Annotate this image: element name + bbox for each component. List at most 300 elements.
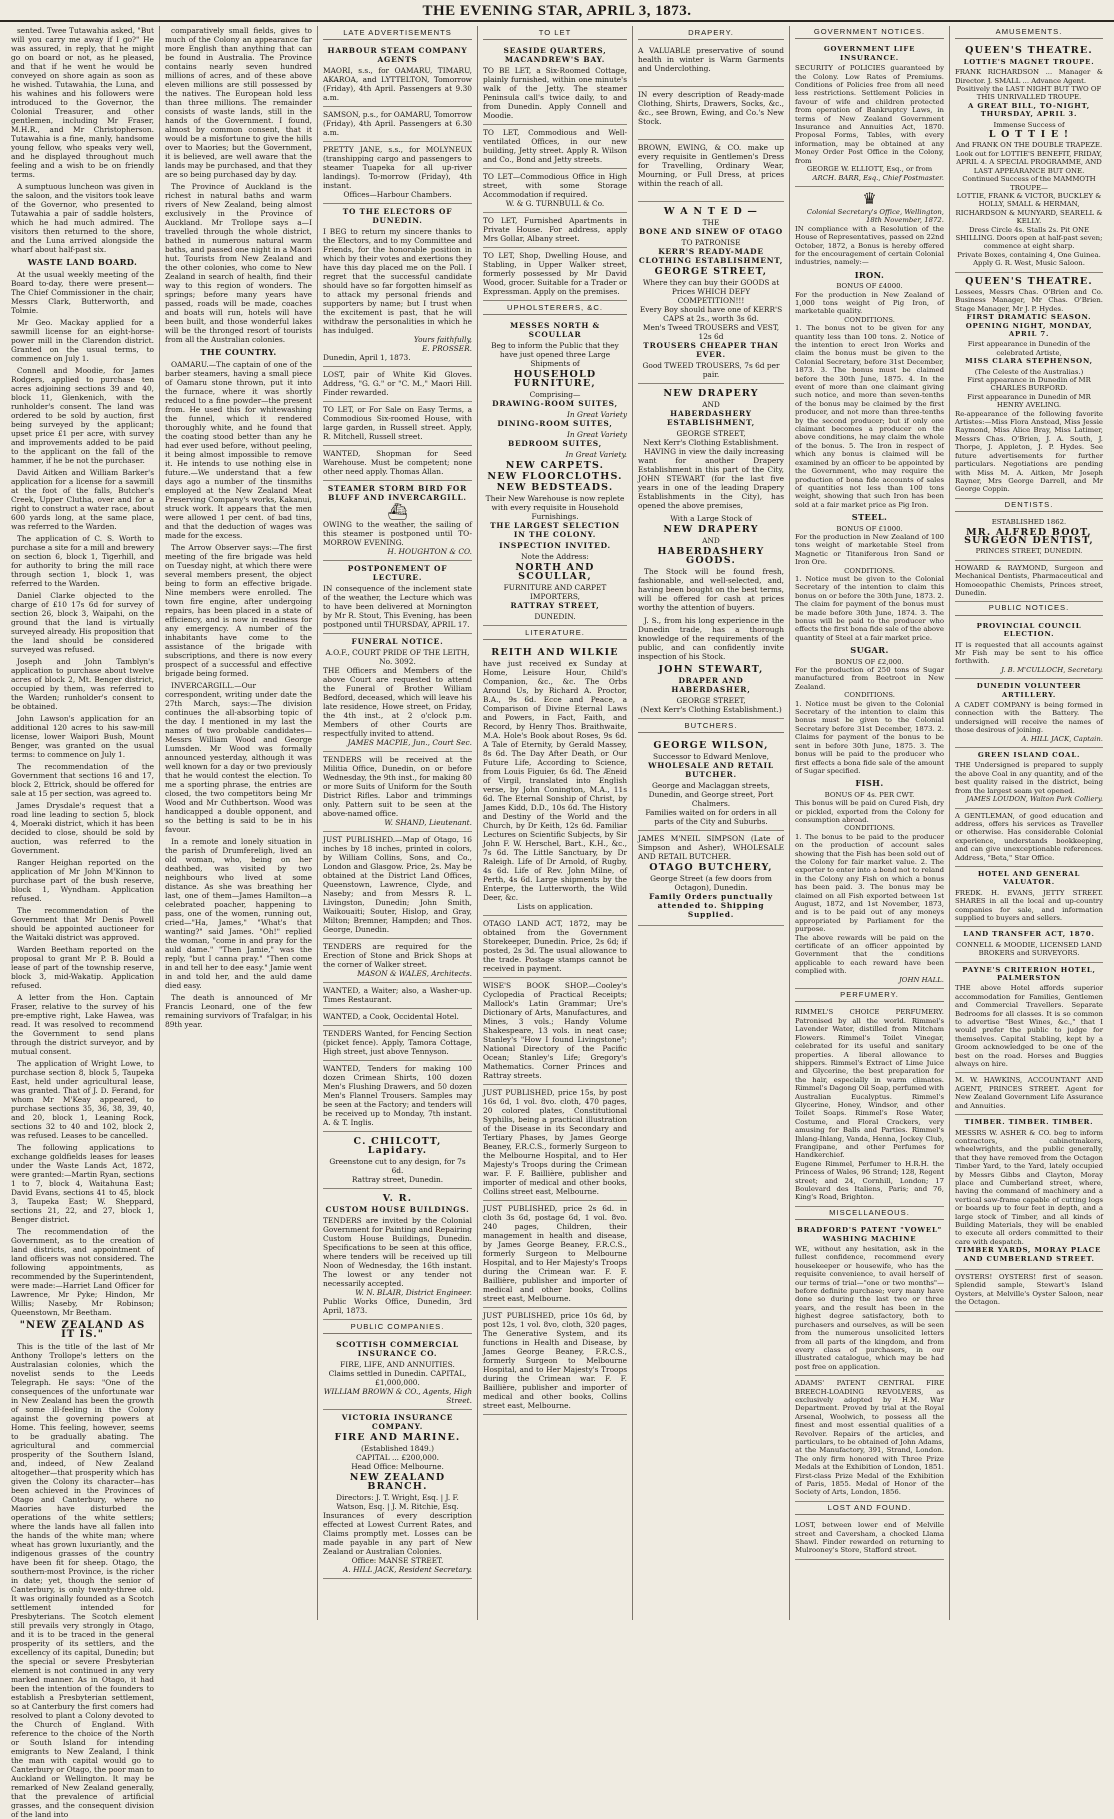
ad-signature: GEORGE W. ELLIOTT, Esq., or from (806, 165, 933, 174)
ad-title: DUNEDIN VOLUNTEER ARTILLERY. (976, 682, 1082, 699)
ad-title: TIMBER. TIMBER. TIMBER. (964, 1118, 1094, 1127)
ad-title: SEASIDE QUARTERS, MACANDREW'S BAY. (503, 46, 607, 64)
ad-line: Immense Success of (993, 120, 1065, 129)
advertisement: WANTED, a Waiter; also, a Washer-up. Times Restaurant. (323, 983, 472, 1009)
ad-line: DRAPER AND HABERDASHER, (671, 676, 751, 694)
ad-body: IT is requested that all accounts against Mr Fish may be sent to his office forthwith. (955, 640, 1103, 666)
ad-capital: CAPITAL ... £200,000. (355, 1453, 439, 1462)
ad-line: Next Kerr's Clothing Establishment. (643, 438, 779, 447)
ad-body: CONNELL & MOODIE, LICENSED LAND BROKERS and SURVEYORS. (956, 940, 1102, 958)
ad-line: TO PATRONISE (681, 238, 741, 247)
advertisement: WANTED, Tenders for making 100 dozen Crimean Shirts, 100 dozen Men's Flushing Drawers, and 50 dozen Men's Flannel Trousers. Samples may be seen at the Factory; and tenders will be received up to Monday, 7th instant. A. & T. Inglis. (323, 1061, 472, 1132)
ad-line: WHOLESALE AND RETAIL BUTCHER. (648, 761, 774, 779)
advertisement (795, 1223, 944, 1376)
ad-line: Private Boxes, containing 4, One Guinea. Apply G. R. West, Music Saloon. (957, 250, 1101, 268)
ad-title: GREEN ISLAND COAL. (977, 751, 1081, 760)
advertisement (955, 963, 1103, 1074)
ad-body: SAMSON, p.s., for OAMARU, Tomorrow (Friday), 4th April. Passengers at 6.30 a.m. (323, 110, 472, 137)
ad-line: Look out for LOTTIE'S BENEFIT, FRIDAY, APRIL 4. A SPECIAL PROGRAMME, AND LAST APPEARANCE BUT ONE. (955, 149, 1103, 175)
ad-line: With a Large Stock of (670, 514, 752, 523)
advertisement (323, 1337, 472, 1410)
advertisement (483, 169, 627, 213)
ad-dateline: Colonial Secretary's Office, Wellington, 18th November, 1872. (806, 207, 944, 225)
ad-signature: Offices—Harbour Chambers. (343, 190, 452, 199)
ad-title: VICTORIA INSURANCE COMPANY. (341, 1413, 454, 1431)
article-paragraph: INVERCARGILL.—Our correspondent, writing under date the 27th March, says:—The division continues the all-absorbing topic of the day. I mentioned in my last the names of two probable candidates—Messrs William Wood and George Lumsden. Mr Wood was formally announced yesterday, although it was well known for a day or two previously that he would contest the election. To me a sporting phrase, the entries are closed, the two competitors being Mr Wood and Mr Cuthbertson. Wood was handicapped a double opponent, and so the betting is said to be in his favour. (165, 681, 312, 834)
advertisement (323, 752, 472, 832)
column-1 (6, 26, 160, 1819)
ad-subtitle: A.O.F., COURT PRIDE OF THE LEITH, No. 3092. (325, 648, 470, 666)
ad-body: OWING to the weather, the sailing of this steamer is postponed until TO-MORROW EVENING. (323, 520, 472, 547)
ad-body: TO LET—Commodious Office in High street, with some Storage Accommodation if required. (483, 172, 627, 199)
advertisement: JUST PUBLISHED, price 15s, by post 16s 6d, 1 vol. 8vo. cloth, 470 pages, 20 colored plates, Constitutional Syphilis, being a practical illustration of the Disease in its Secondary and Tertiary Phases, by James George Beaney, F.R.C.S., formerly Surgeon to the Melbourne Hospital, and to Her Majesty's Troops during the Crimean war. F. F. Baillière, publisher and importer of medical and other books, Collins street east, Melbourne. (483, 1085, 627, 1201)
advertisement: WISE'S BOOK SHOP.—Cooley's Cyclopedia of Practical Receipts; Mallock's Latin Grammar; Ure's Dictionary of Arts, Manufactures, and Mines, 3 vols.; Handy Volume Shakespeare, 13 vols. in neat case; Stanley's "How I found Livingstone"; National Directory of the Pacific Ocean; Stanley's Life; Gregory's Mathematics. Corner Princes and Rattray streets. (483, 978, 627, 1085)
advertisement: JUST PUBLISHED.—Map of Otago, 16 inches by 18 inches, printed in colors, by William Collins, Sons, and Co., London and Glasgow. Price, 2s. May be obtained at the District Land Offices, Queenstown, Lawrence, Clyde, and Naseby; and from Messrs R. L. Livingston, Dunedin; John Smith, Waikouaiti; Souter, Hislop, and Gray, Milton; Bremner, Hampden; and Thos. George, Dunedin. (323, 832, 472, 939)
ad-body: This bonus will be paid on Cured Fish, dry or pickled, exported from the Colony for consumption abroad. (795, 799, 944, 824)
column-4 (478, 26, 633, 1620)
advertisement: LOST, pair of White Kid Gloves. Address, "G. G." or "C. M.," Maori Hill. Finder rewarded. (323, 367, 472, 402)
ad-signature: ARCH. BARR, Esq., Chief Postmaster. (812, 173, 944, 182)
ad-line: Family Orders punctually attended to. Shipping Supplied. (649, 892, 773, 919)
ad-title: PROVINCIAL COUNCIL ELECTION. (976, 621, 1082, 639)
section-header: DRAPERY. (638, 26, 784, 40)
ad-line: In Great Variety (566, 430, 627, 439)
ad-line: ESTABLISHED 1862. (991, 518, 1067, 527)
section-header: GOVERNMENT NOTICES. (795, 26, 944, 39)
ad-body: IN every description of Ready-made Clothing, Shirts, Drawers, Socks, &c., &c., see Brown, Ewing, and Co.'s New Stock. (638, 90, 784, 126)
ad-signature: A. HILL JACK, Resident Secretary. (343, 1565, 472, 1574)
ad-display-line: C. CHILCOTT, Lapidary. (353, 1136, 442, 1156)
section-header: UPHOLSTERERS, &C. (483, 301, 627, 315)
advertisement: TO LET, Shop, Dwelling House, and Stabling, in Upper Walker street, formerly possessed by Mr David Wood, grocer. Suitable for a Trader or Expressman. Apply on the premises. (483, 248, 627, 301)
article-heading: "NEW ZEALAND AS IT IS." (19, 1320, 146, 1340)
ad-line: First appearance in Dunedin of MR CHARLES BURFORD. (967, 376, 1091, 393)
ad-line: GEORGE STREET, (676, 696, 746, 705)
ad-display-line: GEORGE STREET, (654, 266, 768, 277)
advertisement (323, 1410, 472, 1579)
ad-signature: J. B. M'CULLOCH, Secretary. (1001, 665, 1103, 674)
masthead (0, 0, 1114, 22)
ad-display-line: QUEEN'S THEATRE. (965, 45, 1093, 57)
ad-display-line: NEW BEDSTEADS. (496, 482, 614, 493)
ad-body: 1. Notice must be given to the Colonial Secretary of the intention to claim this bonus must be given to the Colonial Secretary before 31st December, 1873. 2. Claims for payment of the bonus to be sent in before 30th June, 1875. 3. The bonus will be paid to the producer who first effects a bona fide sale of the amount of Sugar specified. (795, 699, 944, 775)
ad-body: Insurances of every description effected at Lowest Current Rates, and Claims promptly met. Losses can be made payable in any part of New Zealand or Australian Colonies. (323, 1511, 472, 1556)
column-3 (318, 26, 478, 1620)
ad-body: THE Undersigned is prepared to supply the above Coal in any quantity, and of the best quality raised in the district, being from the largest seam yet opened. (955, 761, 1103, 795)
ad-body: MAORI, s.s., for OAMARU, TIMARU, AKAROA, and LYTTELTON, Tomorrow (Friday), 4th April. Passengers at 9.30 a.m. (323, 66, 472, 102)
article-heading: THE COUNTRY. (200, 347, 277, 357)
ad-line: BONUS OF 4s. PER CWT. (824, 790, 915, 799)
ad-line: FIRST DRAMATIC SEASON. OPENING NIGHT, MONDAY, APRIL 7. (965, 313, 1093, 338)
advertisement (323, 1189, 472, 1320)
ad-line: KERR'S READY-MADE CLOTHING ESTABLISHMENT, (638, 247, 784, 265)
ad-line: AND (702, 536, 720, 545)
ad-line: First appearance in Dunedin of the celebrated Artiste, (967, 340, 1091, 357)
ad-body: The Stock will be found fresh, fashionable, and well-selected, and, having been bought on the best terms, will be offered for cash at prices worthy the attention of buyers. (638, 567, 784, 612)
advertisement (638, 831, 784, 926)
article-heading: WASTE LAND BOARD. (27, 257, 138, 267)
advertisement: HOWARD & RAYMOND, Surgeon and Mechanical Dentists, Pharmaceutical and Homoeopathic Chemists, Princes street, Dunedin. (955, 561, 1103, 603)
ad-display-line: OTAGO BUTCHERY, (649, 862, 773, 873)
ad-line: Good TWEED TROUSERS, 7s 6d per pair. (642, 361, 780, 379)
ad-body: THE above Hotel affords superior accommodation for Families, Gentlemen and Commercial Travellers. Separate Bedrooms for all classes. It is so common to advertise "Best Wines, &c.," that I would prefer the public to judge for themselves. Capital Stabling, kept by a Groom acknowledged to be one of the best on the road. Horses and Buggies always on hire. (955, 984, 1103, 1069)
advertisement (955, 515, 1103, 561)
ad-display-line: REITH AND WILKIE (491, 647, 619, 658)
advertisement (955, 273, 1103, 499)
article-paragraph: The Arrow Observer says:—The first meeting of the fire brigade was held on Tuesday night, at which there were several members present, the object being to form an effective brigade. Nine members were enrolled. The town fire engine, after undergoing repairs, has been placed in a state of efficiency, and is now in readiness for any emergency. A number of the inhabitants have come to the assistance of the brigade with subscriptions, and there is now every prospect of a successful and effective brigade being formed. (165, 543, 312, 678)
article-paragraph: The application of C. S. Worth to purchase a site for a mill and brewery on section 6, block 1, Tigerhill, and for authority to bring the mill race through section 1, block 1, was referred to the Warden. (11, 534, 155, 588)
section-header: LITERATURE. (483, 626, 627, 640)
ad-line: Note the Address: (521, 552, 589, 561)
ad-line: DUNEDIN. (534, 612, 576, 621)
advertisement (483, 318, 627, 626)
ad-line: George and Maclaggan streets, Dunedin, and George street, Port Chalmers. (648, 781, 774, 808)
advertisement: OTAGO LAND ACT, 1872, may be obtained from the Government Storekeeper, Dunedin. Price, 2s 6d; if posted, 2s 3d. The usual allowance to the trade. Postage stamps cannot be received in payment. (483, 916, 627, 978)
ad-body: BROWN, EWING, & CO. make up every requisite in Gentlemen's Dress for Travelling, Ordinary Wear, Mourning, or Full Dress, at prices within the reach of all. (638, 143, 784, 188)
ad-date: Dunedin, April 1, 1873. (323, 353, 411, 362)
ad-line: In Great Variety (566, 410, 627, 419)
ad-subtitle: FIRE, LIFE, AND ANNUITIES. (340, 1360, 455, 1369)
section-header: LATE ADVERTISEMENTS (323, 26, 472, 40)
ad-heading: FISH. (855, 778, 884, 789)
ad-display-line: NEW ZEALAND BRANCH. (349, 1472, 446, 1492)
ad-body: FREDK. H. EVANS, JETTY STREET. SHARES in all the local and up-country companies for sale, and information supplied to buyers and sellers. (955, 888, 1103, 922)
article-paragraph: In a remote and lonely situation in the parish of Drumfereligh, lived an old woman, who, being on her deathbed, was visited by two neighbours who lived at some distance. As she was breathing her last, one of them—James Hamilton—a celebrated poacher, happening to pass, one of the women, running out, cried—"Ha, James," "What's that wanting?" said James. "Oh!" replied the woman, "come in and pray for the auld dame." "Then Jamie," was the reply, "but I canna pray." "Then come in and tell her to dee easy." Jamie went in and told her, and the auld dame died easy. (165, 837, 312, 990)
ad-line: Men's Tweed TROUSERS and VEST, 12s 6d (642, 323, 780, 341)
ad-signature: W. SHAND, Lieutenant. (384, 818, 472, 827)
ad-signature: A. HILL JACK, Captain. (1021, 734, 1103, 743)
ad-line: First appearance in Dunedin of MR HENRY AVELING. (967, 392, 1091, 410)
ad-body: TENDERS will be received at the Militia Office, Dunedin, on or before Wednesday, the 9th inst., for making 80 or more Suits of Uniform for the South District Rifles. Labor and trimmings only. Pattern suit to be seen at the above-named office. (323, 755, 472, 818)
ad-line: TROUSERS CHEAPER THAN EVER. (643, 341, 779, 359)
ad-body: IN consequence of the inclement state of the weather, the Lecture which was to have been delivered at Mornington by Mr R. Stout, This Evening, has been postponed until THURSDAY, APRIL 17. (323, 584, 472, 629)
advertisement: JUST PUBLISHED, price 10s 6d, by post 12s, 1 vol. 8vo, cloth, 320 pages, The Generative System, and its functions in Health and Disease, by James George Beaney, F.R.C.S., formerly Surgeon to Melbourne Hospital, and to Her Majesty's Troops during the Crimean war. F. F. Baillière, publisher and importer of medical and other books, Collins street east, Melbourne. (483, 1308, 627, 1415)
ad-line: (Next Kerr's Clothing Establishment.) (640, 705, 782, 714)
ad-body: MESSRS W. ASHER & CO. beg to inform contractors, cabinetmakers, wheelwrights, and the public generally, that they have removed from the Octagon Timber Yard, to the Yard, lately occupied by Messrs Gibbs and Clayton, Moray place and Cumberland street, where, having the command of machinery and a vertical saw-frame capable of cutting logs or boards up to four feet in depth, and a large stock of Timber, and all kinds of Building Materials, they will be enabled to execute all orders committed to their care with despatch. (955, 1128, 1103, 1246)
ad-body: PRETTY JANE, s.s., for MOLYNEUX (transhipping cargo and passengers to steamer Tuapeka for all up-river landings). To-morrow (Friday), 4th instant. (323, 145, 472, 190)
ad-signature: H. HOUGHTON & CO. (387, 547, 472, 556)
ad-line: Successor to Edward Menlove, (652, 752, 770, 761)
advertisement: OYSTERS! OYSTERS! first of season. Splendid sample, Stewart's Island Oysters, at Melville's Oyster Saloon, near the Octagon. (955, 1270, 1103, 1312)
advertisement (323, 142, 472, 204)
article-paragraph: John Lawson's application for an additional 120 acres to his saw-mill license, lower Waipori Bush, Mount Benger, was granted on the usual terms: to commence on July 1. (11, 714, 154, 759)
ad-line: And FRANK ON THE DOUBLE TRAPEZE. (955, 141, 1103, 150)
ad-display-line: FIRE AND MARINE. (334, 1432, 461, 1443)
ad-display-line: NEW FLOORCLOTHS. (487, 471, 623, 482)
advertisement: TO LET, Furnished Apartments in Private House. For address, apply Mrs Gollar, Albany street. (483, 213, 627, 248)
article-paragraph: At the usual weekly meeting of the Board to-day, there were present—The Chief Commissioner in the chair, Messrs Clark, Butterworth, and Tolmie. (11, 270, 154, 315)
ad-heading: SUGAR. (850, 645, 889, 656)
advertisement (323, 204, 472, 367)
royal-crest-icon: ♛ (862, 188, 877, 208)
ad-body: 1. The bonus not to be given for any quantity less than 100 tons. 2. Notice of the intention to erect Iron Works and claim the bonus must be given to the Colonial Secretary, before 31st December, 1873. 3. The bonus must be claimed before the 30th June, 1875. 4. In the event of more than one claimant giving such notice, and more than seven-tenths of the bonus may be claimed by the first producer, and not more than three-tenths by the second producer; but if only one claimant becomes a producer on the above conditions, he may claim the whole of the bonus. 5. The Iron in respect of which any bonus is claimed will be examined by an officer to be appointed by the Government, who may require the production of bona fide accounts of sales of quantities not less than 100 tons weight, showing that such Iron has been sold at a fair market price as Pig Iron. (795, 324, 944, 509)
ad-display-line: L O T T I E ! (988, 129, 1070, 141)
advertisement (955, 748, 1103, 808)
ad-line: FRANK RICHARDSON ... Manager & Director. J. SMALL ... Advance Agent. (955, 68, 1103, 85)
advertisement: A GENTLEMAN, of good education and address, offers his services as Traveller or otherwise. Has considerable Colonial experience, understands bookkeeping, and can give unexceptionable references. Address, "Beta," Star Office. (955, 809, 1103, 867)
ad-title: HARBOUR STEAM COMPANY AGENTS (327, 46, 468, 64)
ad-line: MISS CLARA STEPHENSON, (965, 357, 1093, 366)
ad-line: In Great Variety. (565, 450, 627, 459)
newspaper-page (6, 26, 1108, 1819)
ad-line: BONUS OF £2,000. (835, 657, 904, 666)
advertisement: TO LET, Commodious and Well-ventilated Offices, in our new building, Jetty street. Apply R. Wilson and Co., Bond and Jetty streets. (483, 125, 627, 169)
article-paragraph: The recommendation of the Government that Mr Denis Powell should be appointed auctioneer for the Waitaki district was approved. (11, 906, 154, 942)
article-paragraph: Joseph and John Tamblyn's application to purchase about twelve acres of block 2, Mt. Benger district, occupied by them, was referred to the Warden; runholder's consent to be obtained. (11, 657, 154, 711)
advertisement (955, 619, 1103, 679)
advertisement: LOST, between lower end of Melville street and Caversham, a chocked Llama Shawl. Finder rewarded on returning to Mulrooney's Store, Stafford street. (795, 1518, 944, 1560)
ad-line: LOTTIE, FRANK & VICTOR, BUCKLEY & HOLLY, SMALL & HERMAN, RICHARDSON & MUNYARD, SEARELL & KELLY. (955, 191, 1103, 226)
ad-body: For the production in New Zealand of 1,000 tons weight of Pig Iron, of marketable quality. (795, 290, 944, 316)
ad-signature: TIMBER YARDS, MORAY PLACE AND CUMBERLAND STREET. (956, 1246, 1102, 1263)
advertisement (795, 187, 944, 989)
article-paragraph: sented. Twee Tutawahia asked, "But will you carry me away if I go?" He was assured, in reply, that he might go on board or not, as he pleased, and that if he went he would be conveyed on shore again as soon as he wished. Tutawahia, the Luna, and his wahines and his followers were introduced to the Governor, the Colonial Treasurer, and other gentlemen, including Mr Fraser, M.H.R., and Mr Christopherson. Tutawahia is a fine, manly, handsome young fellow, who speaks very well, and he displayed throughout much feeling and a wish to be on friendly terms. (11, 26, 154, 179)
section-header: MISCELLANEOUS. (795, 1207, 944, 1220)
article-paragraph: This is the title of the last of Mr Anthony Trollope's letters on the Australasian colonies, which the novelist sends to the Leeds Telegraph. He says: "One of the consequences of the unfortunate war in New Zealand has been the growth of some ill-feeling in the Colony against the governing powers at Home. This feeling, however, seems to be gradually abating. The agricultural and commercial prosperity of the Southern Island, and, indeed, of New Zealand altogether—that prosperity which has given the Colony its character—has been achieved in the Provinces of Otago and Canterbury, where no Maories have disturbed the operations of the white settlers; where the lands have all fallen into the hands of the white man; where wheat has grown luxuriantly, and the indigenous grasses of the country have been fit for sheep. Otago, the southern-most Province, is the richer in date; yet, though the senior of Canterbury, is only twenty-three old. It was originally founded as a Scotch settlement intended for Presbyterians. The Scotch element still prevails very strongly in Otago, and it is to be traced in the general prosperity of its settlers, and the excellency of its capital, Dunedin; but the special or severe Presbyterian element is not continued in any very marked manner. As in Otago, it had been the intention of the founders to establish a Presbyterian settlement, so at Canterbury the first comers had resolved to plant a Colony devoted to the Church of England. With reference to the choice of the North or South Island for intending emigrants to New Zealand, I think the man with capital would go to Canterbury or Otago, the poor man to Auckland or Wellington. It may be remarked of New Zealand generally, that the prevalence of artificial grasses, and the consequent division of the land into (11, 1342, 154, 1819)
ad-body: Eugene Rimmel, Perfumer to H.R.H. the Princess of Wales, 96 Strand; 128, Regent street; and 24, Cornhill, London; 17 Boulevard des Italiens, Paris; and 76, King's Road, Brighton. (795, 1159, 944, 1202)
ad-title: CUSTOM HOUSE BUILDINGS. (325, 1205, 470, 1214)
ad-body: TENDERS are invited by the Colonial Government for Painting and Repairing Custom House Buildings, Dunedin. Specifications to be seen at this office, where tenders will be received up till Noon of Wednesday, the 16th instant. The lowest or any tender not necessarily accepted. (323, 1216, 472, 1288)
ad-signature: W. & G. TURNBULL & Co. (505, 199, 605, 208)
column-7 (950, 26, 1108, 1620)
ad-body: A VALUABLE preservative of sound health in winter is Warm Garments and Underclothing. (638, 46, 784, 73)
ad-heading: STEEL. (851, 512, 888, 523)
article-paragraph: Daniel Clarke objected to the charge of £10 17s 6d for survey of section 26, block 3, Waipahi, on the ground that the land is virtually surveyed already. His proposition that the land should be considered surveyed was refused. (11, 591, 154, 654)
ad-line: DRAWING-ROOM SUITES, (492, 399, 618, 408)
ad-line: Comprising— (529, 390, 581, 399)
ad-line: THE LARGEST SELECTION IN THE COLONY. (490, 521, 620, 539)
ad-title: FUNERAL NOTICE. (351, 637, 444, 646)
advertisement (323, 939, 472, 983)
ad-line: THE (702, 218, 720, 227)
ad-display-line: GEORGE WILSON, (653, 740, 769, 751)
ad-line: George Street (a few doors from Octagon), Dunedin. (650, 874, 772, 892)
article-paragraph: Mr Geo. Mackay applied for a sawmill license for an eight-horse-power mill in the Clarendon district. Granted on the usual terms, to commence on July 1. (11, 318, 154, 363)
ad-display-line: QUEEN'S THEATRE. (965, 275, 1093, 287)
ad-line: CONDITIONS. (844, 315, 895, 324)
advertisement (323, 107, 472, 142)
advertisement: TENDERS Wanted, for Fencing Section (picket fence). Apply, Tamora Cottage, High street, just above Tennyson. (323, 1026, 472, 1061)
section-header: LOST AND FOUND. (795, 1502, 944, 1515)
ad-body: Greenstone cut to any design, for 7s 6d. (329, 1157, 466, 1175)
advertisement: TO LET, or For Sale on Easy Terms, a Commodious Six-roomed House, with large garden, in Russell street. Apply, R. Mitchell, Russell street. (323, 402, 472, 446)
advertisement (955, 927, 1103, 962)
advertisement (955, 42, 1103, 272)
ad-line: CONDITIONS. (844, 824, 895, 833)
ad-body: 1. The bonus to be paid to the producer on the production of account sales showing that the Fish has been sold out of the Colony for fair market value. 2. The exporter to enter into a bond not to reland in the Colony any Fish on which a bonus has been paid. 3. The bonus may be claimed on all Fish exported between 1st August, 1872, and 1st November, 1873, and is to be paid out of any moneys appropriated by Parliament for the purpose. (795, 832, 944, 934)
advertisement (323, 561, 472, 634)
ad-body: J. S., from his long experience in the Dunedin trade, has a thorough knowledge of the requirements of the public, and can confidently invite inspection of his Stock. (638, 616, 784, 661)
ad-body: TENDERS are required for the Erection of Stone and Brick Shops at the corner of Walker street. (323, 942, 472, 969)
ad-display-line: MR. ALFRED BOOT, SURGEON DENTIST, (964, 526, 1094, 546)
ad-signature: JAMES MACPIE, Jun., Court Sec. (347, 738, 472, 747)
ad-body: I BEG to return my sincere thanks to the Electors, and to my Committee and Friends, for the honorable position in which by their votes and exertions they have this day placed me on the Poll. I regret that the successful candidate should have so far forgotten himself as to attack my personal friends and supporters by name; but I trust when the excitement is past, that he will withdraw the personalities in which he has indulged. (323, 227, 472, 335)
ad-body: TO BE LET, a Six-Roomed Cottage, plainly furnished, within one minute's walk of the Jetty. The steamer Peninsula call's twice daily, to and from Dunedin. Apply Connell and Moodie. (483, 66, 627, 120)
ad-title: POSTPONEMENT OF LECTURE. (347, 564, 448, 582)
ad-body: The above rewards will be paid on the certificate of an officer appointed by Government that the conditions applicable to each reward have been complied with. (795, 933, 944, 976)
ad-signature: Yours faithfully, (413, 335, 472, 344)
ad-title: STEAMER STORM BIRD FOR BLUFF AND INVERCARGILL. (327, 484, 468, 502)
article-paragraph: Warden Beetham reported on the proposal to grant Mr P. B. Bould a lease of part of the township reserve, block 3, mid-Wakatip. Application refused. (11, 945, 154, 990)
section-header: AMUSEMENTS. (955, 26, 1103, 39)
ad-subtitle: (Established 1849.) (361, 1444, 434, 1453)
ad-line: Families waited on for orders in all parts of the City and Suburbs. (645, 808, 777, 826)
advertisement (323, 481, 472, 561)
steamship-icon: ⛴ (387, 502, 408, 521)
advertisement: M. W. HAWKINS, ACCOUNTANT AND AGENT, PRINCES STREET. Agent for New Zealand Government Life Assurance and Annuities. (955, 1073, 1103, 1115)
section-header: BUTCHERS. (638, 719, 784, 733)
advertisement: ADAMS' PATENT CENTRAL FIRE BREECH-LOADING REVOLVERS, as exclusively adopted by H.M. War Department. Proved by trial at the Royal Arsenal, Woolwich, to possess all the finest and most essential qualities of a Revolver. Repairs of the articles, and particulars, to be obtained of John Adams, at the Manufactory, 391, Strand, London. The only firm honored with Three Prize Medals at the Exhibition of London, 1851. First-class Prize Medal of the Exhibition of Paris, 1855. Medal of Honor of the Society of Arts, London, 1856. (795, 1376, 944, 1502)
ad-body: THE Officers and Members of the above Court are requested to attend the Funeral of Brother William Bedford, deceased, which will leave his late residence, Howe street, on Friday, the 4th inst., at 2 o'clock p.m. Members of other Courts are respectfully invited to attend. (323, 666, 472, 738)
column-2 (160, 26, 318, 1620)
ad-display-line: NEW CARPETS. (505, 460, 605, 471)
section-header: PUBLIC COMPANIES. (323, 1320, 472, 1334)
advertisement (955, 679, 1103, 748)
advertisement (483, 43, 627, 125)
ad-line: GEORGE STREET, (676, 429, 746, 438)
ad-head-office: Head Office: Melbourne. (351, 1462, 444, 1471)
advertisement (638, 384, 784, 719)
ad-body: Claims settled in Dunedin. CAPITAL, £1,000,000. (328, 1369, 467, 1387)
advertisement (483, 643, 627, 916)
ad-display-line: NORTH AND SCOULLAR, (515, 562, 595, 582)
ad-title: SCOTTISH COMMERCIAL INSURANCE CO. (336, 1340, 459, 1358)
ad-line: PRINCES STREET, DUNEDIN. (975, 547, 1083, 556)
ad-signature: MASON & WALES, Architects. (357, 969, 472, 978)
ad-line: Every Boy should have one of KERR'S CAPS at 2s., worth 3s 6d. (639, 305, 783, 323)
article-paragraph: The Province of Auckland is the richest in natural baths and warm rivers of New Zealand, being almost exclusively in the Province of Auckland. Mr Trollope says a—I travelled through the whole district, bathed in numerous natural warm baths, and passed one night in a Maori hut. Tourists from New Zealand and the other colonies, who come to New Zealand in search of health, find their way to this region of wonders. The springs; before many years have passed, roads will be made, coaches and boats will run, hotels will have been built, and those wonderful lakes will be the thronged resort of tourists from all the Australian colonies. (165, 182, 312, 344)
ad-body: WE, without any hesitation, ask in the fullest confidence, recommend every housekeeper or housewife, who has the requisite convenience, to avail herself of our terms of trial—"one or two months"—before definite purchase; very many have done so during the last two or three years, and the result has been in the highest degree satisfactory, both to purchasers and ourselves, as will be seen from the numerous unsolicited letters from all parts of the kingdom, and from every class of purchasers, in our illustrated catalogue, which may be had post free on application. (795, 1245, 944, 1371)
advertisement: WANTED, Shopman for Seed Warehouse. Must be competent; none other need apply. Thomas Allan. (323, 446, 472, 481)
ad-title: GOVERNMENT LIFE INSURANCE. (823, 45, 916, 62)
column-5 (633, 26, 790, 1620)
advertisement: WANTED, a Cook, Occidental Hotel. (323, 1009, 472, 1026)
ad-line: BEDROOM SUITES, (507, 439, 603, 448)
ad-title: PAYNE'S CRITERION HOTEL, PALMERSTON (962, 965, 1096, 982)
advertisement (323, 1132, 472, 1189)
ad-line: BONE AND SINEW OF OTAGO (639, 227, 783, 236)
ad-line: A GREAT BILL, TO-NIGHT, THURSDAY, APRIL 3. (968, 101, 1090, 119)
ad-line: INSPECTION INVITED. (499, 541, 611, 550)
ad-display-line: JOHN STEWART, (658, 664, 764, 675)
article-paragraph: A letter from the Hon. Captain Fraser, relative to the survey of his pre-emptive right, Lake Hawea, was read. It was resolved to recommend the Government to send plans through the district surveyor, and by mutual consent. (11, 993, 154, 1056)
advertisement (795, 42, 944, 187)
ad-body: have just received ex Sunday at Home, Leisure Hour, Child's Companion, &c., &c. The Orbs Around Us, by Richard A. Proctor, B.A., 9s 6d. Ecce and Peace, a Comparison of Divine Eternal Laws and Powers, in Fact, Faith, and Record, by Henry Thos. Braithwaite, M.A. Hole's Book about Roses, 9s 6d. A Tale of Eternity, by Gerald Massey, 8s 6d. The Day After Death, or Our Future Life, According to Science, from Louis Figuier, 6s 6d. The Æneid of Virgil, translated into English verse, by John Conington, M.A., 11s 6d. The Eternal Sonship of Christ, by James Kidd, D.D., 10s 6d. The History and Destiny of the World and the Church, by Dr Keith, 12s 6d. Familiar Lectures on Scientific Subjects, by Sir John F. W. Herschel, Bart., K.H., &c., 7s 6d. The Little Sanctuary, by Dr Raleigh. Life of Dr Arnold, of Rugby, 4s 6d. Life of Rev. John Milne, of Perth, 4s 6d. Large shipments by the Enterpe, the Lutterworth, the Wild Deer, &c. (483, 659, 627, 902)
ad-body: RIMMEL'S CHOICE PERFUMERY. Patronised by all the world. Rimmel's Lavender Water, distilled from Mitcham Flowers. Rimmel's Toilet Vinegar, celebrated for its useful and sanitary properties. A liberal allowance to shippers. Rimmel's Extract of Lime Juice and Glycerine, the best preparation for the hair, especially in warm climates. Rimmel's Dagong Oil Soap, perfumed with Australian Eucalyptus. Rimmel's Glycerine, Honey, Windsor, and other Toilet Soaps. Rimmel's Rose Water, Costume, and Floral Crackers, very amusing for Balls and Parties. Rimmel's Ihlang-Ihlang, Vanda, Henna, Jockey Club, Frangipane, and other Perfumes for Handkerchief. (795, 1008, 944, 1160)
ad-date: Public Works Office, Dunedin, 3rd April, 1873. (323, 1297, 472, 1315)
ad-line: Their New Warehouse is now replete with every requisite in Household Furnishings. (485, 494, 625, 521)
ad-body: 1. Notice must be given to the Colonial Secretary of the intention to claim this bonus on or before the 30th June, 1873. 2. The claim for payment of the bonus must be made before 30th June, 1874. 3. The bonus will be paid to the producer who effects the first bona fide sale of the above quantity of Steel at a fair market price. (795, 574, 944, 642)
ad-body: JAMES M'NEIL SIMPSON (Late of Simpson and Asher), WHOLESALE AND RETAIL BUTCHER. (638, 834, 784, 861)
section-header: PERFUMERY. (795, 989, 944, 1002)
advertisement (638, 43, 784, 87)
ad-body: For the production in New Zealand of 100 tons weight of marketable Steel from Magnetic or Titaniferous Iron Sand or Iron Ore. (795, 532, 944, 567)
ad-signature: JOHN HALL. (899, 975, 944, 984)
ad-title: BRADFORD'S PATENT "VOWEL" WASHING MACHINE (796, 1226, 943, 1243)
column-6 (790, 26, 950, 1620)
advertisement (323, 43, 472, 107)
advertisement (323, 634, 472, 752)
ad-line: Positively the LAST NIGHT BUT TWO OF THIS UNRIVALLED TROUPE. (956, 85, 1102, 102)
article-paragraph: David Aitken and William Barker's application for a license for a sawmill at the foot of the falls, Butcher's Creek, Upper Clutha, over and for a right to construct a water race, about 600 yards long, at the same place, was referred to the Warden. (11, 468, 154, 531)
ad-title: LAND TRANSFER ACT, 1870. (963, 930, 1095, 939)
ad-line: AND (702, 400, 720, 409)
section-header: DENTISTS. (955, 499, 1103, 512)
ad-display-line: W A N T E D — (663, 206, 759, 217)
advertisement: JUST PUBLISHED, price 2s 6d. in cloth 3s 6d, postage 6d, 1 vol. 8vo. 240 pages, Children, their management in health and disease, by James George Beaney, F.R.C.S., formerly Surgeon to Melbourne Hospital, and to Her Majesty's Troops during the Crimean war. F. F. Baillière, publisher and importer of medical and other books, Collins street east, Melbourne. (483, 1201, 627, 1308)
advertisement (955, 867, 1103, 927)
article-paragraph: The death is announced of Mr Francis Leonard, one of the few remaining survivors of Trafalgar, in his 89th year. (165, 993, 312, 1029)
ad-heading: IRON. (854, 269, 885, 280)
ad-line: HABERDASHERY ESTABLISHMENT, (666, 409, 756, 427)
ad-body: HAVING in view the daily increasing want for another Drapery Establishment in this part of the City, JOHN STEWART (for the last five years in one of the leading Drapery Establishments in the City), has opened the above premises, (638, 447, 784, 510)
ad-line: Where they can buy their GOODS at Prices WHICH DEFY COMPETITION!!! (642, 278, 780, 305)
newspaper-title: THE EVENING STAR, APRIL 3, 1873. (422, 3, 692, 19)
ad-display-line: HABERDASHERY GOODS. (657, 546, 765, 566)
ad-title: TO THE ELECTORS OF DUNEDIN. (342, 207, 453, 225)
ad-line: (The Celeste of the Australias.) (974, 367, 1084, 376)
ad-office: Office: MANSE STREET. (351, 1556, 444, 1565)
ad-line: Lists on application. (517, 902, 593, 911)
ad-line: FURNITURE AND CARPET IMPORTERS, (503, 583, 607, 601)
article-paragraph: Ranger Heighan reported on the application of Mr John M'Kinnon to purchase part of the bush reserve, block 1, Wyndham. Application refused. (11, 858, 154, 903)
ad-body: For the production of 250 tons of Sugar manufactured from Beetroot in New Zealand. (795, 666, 944, 691)
ad-body: IN compliance with a Resolution of the House of Representatives, passed on 22nd October, 1872, a Bonus is hereby offered for the encouragement of certain Colonial industries, namely:— (795, 224, 944, 267)
ad-signature: WILLIAM BROWN & CO., Agents, High Street. (323, 1387, 472, 1405)
advertisement (795, 1005, 944, 1206)
ad-body: A CADET COMPANY is being formed in connection with the Battery. The undersigned will receive the names of those desirous of joining. (955, 701, 1103, 735)
ad-signature: JAMES LOUDON, Walton Park Colliery. (966, 795, 1103, 804)
advertisement (638, 736, 784, 831)
article-paragraph: James Drysdale's request that a road line leading to section 5, block 4, Moeraki district, which it has been decided to close, should be sold by auction, was referred to the Government. (11, 801, 154, 855)
ad-title: LOTTIE'S MAGNET TROUPE. (963, 57, 1095, 66)
article-paragraph: A sumptuous luncheon was given in the saloon, and the visitors took leave of the Governor, who presented to Tutawahia a pair of saddle holsters, which he had much admired. The visitors then returned to the shore, and the Luna arrived alongside the wharf about half-past six. (11, 182, 154, 254)
advertisement (955, 1115, 1103, 1270)
ad-line: Dress Circle 4s. Stalls 2s. Pit ONE SHILLING. Doors open at half-past seven; commence at eight sharp. (955, 225, 1103, 251)
ad-display-line: HOUSEHOLD FURNITURE, (513, 369, 597, 389)
ad-signature: W. N. BLAIR, District Engineer. (355, 1288, 472, 1297)
ad-display-line: NEW DRAPERY (663, 524, 759, 535)
ad-display-line: V. R. (382, 1193, 413, 1204)
ad-directors: Directors: J. T. Wright, Esq. | J. F. Watson, Esq. | J. M. Ritchie, Esq. (336, 1493, 459, 1511)
ad-line: Continued Success of the MAMMOTH TROUPE— (962, 175, 1096, 192)
article-paragraph: Connell and Moodie, for James Rodgers, applied to purchase ten acres adjoining sections 39 and 40, block 11, Glenkenich, with the runholder's consent. The land was ordered to be sold by auction, first being surveyed by the applicant; upset price £1 per acre, with survey and improvements added to be paid to the applicant on the fall of the hammer, if he be not the purchaser. (11, 366, 154, 465)
ad-address: Rattray street, Dunedin. (351, 1175, 444, 1184)
article-paragraph: The following applications to exchange goldfields leases for leases under the Waste Lands Act, 1872, were granted:—Martin Ryan, sections 1 to 7, block 4, Waitahuna East; David Evans, sections 41 to 45, block 3, Taupeka East; W. Sheppard, sections 21, 22, and 27, block 1, Benger district. (11, 1143, 154, 1224)
ad-title: MESSES NORTH & SCOULLAR (509, 321, 600, 339)
article-paragraph: The application of Wright Lowe, to purchase section 8, block 5, Taupeka East, held under agricultural lease, was granted. That of J. D. Ferand, for whom Mr M'Keay appeared, to purchase sections 35, 36, 38, 39, 40, and 20, block 1, Leaning Rock, sections 32 to 40 and 102, block 2, was refused. Leases to be cancelled. (11, 1059, 154, 1140)
ad-line: RATTRAY STREET, (510, 601, 600, 610)
article-paragraph: The recommendation of the Government, as to the creation of land districts, and appointment of land officers was not considered. The following appointments, as recommended by the Superintendent, were made:—Harriet Land Officer for Lawrence, Mr Pyke; Hindon, Mr Willis; Naseby, Mr Robinson; Queenstown, Mr Beetham. (11, 1227, 154, 1317)
article-paragraph: OAMARU.—The captain of one of the barber steamers, having a small piece of Oamaru stone thrown, put it into the furnace, where it was shortly reduced to a fine powder—the present from. He used this for whitewashing the funnel, which it rendered thoroughly white, and he found that the coating stood better than any he had ever used before, without peeling, it being almost impossible to remove it. He intends to use nothing else in future.—We understand that a few days ago a number of the tinsmiths employed at the New Zealand Meat Preserving Company's works, Kakanui, struck work. It appears that the men were allowed 1 per cent. of bad tins, and that the deduction of wages was made for the excess. (165, 360, 312, 540)
ad-display-line: NEW DRAPERY (663, 388, 759, 399)
ad-body: Re-appearance of the following favorite Artistes:—Miss Flora Anstead, Miss Jessie Raymond, Miss Alice Bray, Miss Latimer, Messrs Chas. O'Brien, J. A. South, J. Thorpe, J. Appleton, J. P. Hydes. See future advertisements for further particulars. Negotiations are pending with Miss M. A. Aitken, Mr Joseph Rayner, Mrs George Darrell, and Mr George Coppin. (955, 409, 1103, 494)
advertisement (638, 87, 784, 140)
article-paragraph: comparatively small fields, gives to much of the Colony an appearance far more English than anything that can be found in Australia. The Province contains nearly seven hundred millions of acres, and of these above eleven millions are still possessed by the natives. The European hold less than three millions. The remainder consists of waste lands, still in the hands of the Government. I found, almost by common consent, that it would be a misfortune to give the hills over to Maories; but the Government, it is believed, are well aware that the lands may be purchased, and that they are so being purchased day by day. (165, 26, 312, 179)
ad-line: CONDITIONS. (844, 691, 895, 700)
ad-title: HOTEL AND GENERAL VALUATOR. (977, 869, 1081, 887)
article-paragraph: The recommendation of the Government that sections 16 and 17, block 2, Ettrick, should be offered for sale at 15 per section, was agreed to. (11, 762, 154, 798)
ad-line: Beg to inform the Public that they have just opened three Large Shipments of (491, 341, 619, 368)
advertisement (638, 140, 784, 202)
ad-body: SECURITY of POLICIES guaranteed by the Colony. Low Rates of Premiums. Conditions of Policies free from all need less restrictions. Settlement Policies in favour of wife and children protected from operation of Bankruptcy Laws, in terms of New Zealand Government Insurance and Annuities Act, 1870. Proposal Forms, Tables, with every information, may be obtained at any Money Order Post Office in the Colony, from (795, 64, 944, 165)
ad-line: BONUS OF £4000. (836, 282, 903, 291)
advertisement (638, 202, 784, 384)
ad-line: Lessees, Messrs Chas. O'Brien and Co. Business Manager, Mr Chas. O'Brien. Stage Manager, Mr J. P. Hydes. (955, 287, 1103, 313)
section-header: TO LET (483, 26, 627, 40)
ad-signature: E. PROSSER. (422, 344, 472, 353)
ad-line: BONUS OF £1000. (836, 524, 903, 533)
